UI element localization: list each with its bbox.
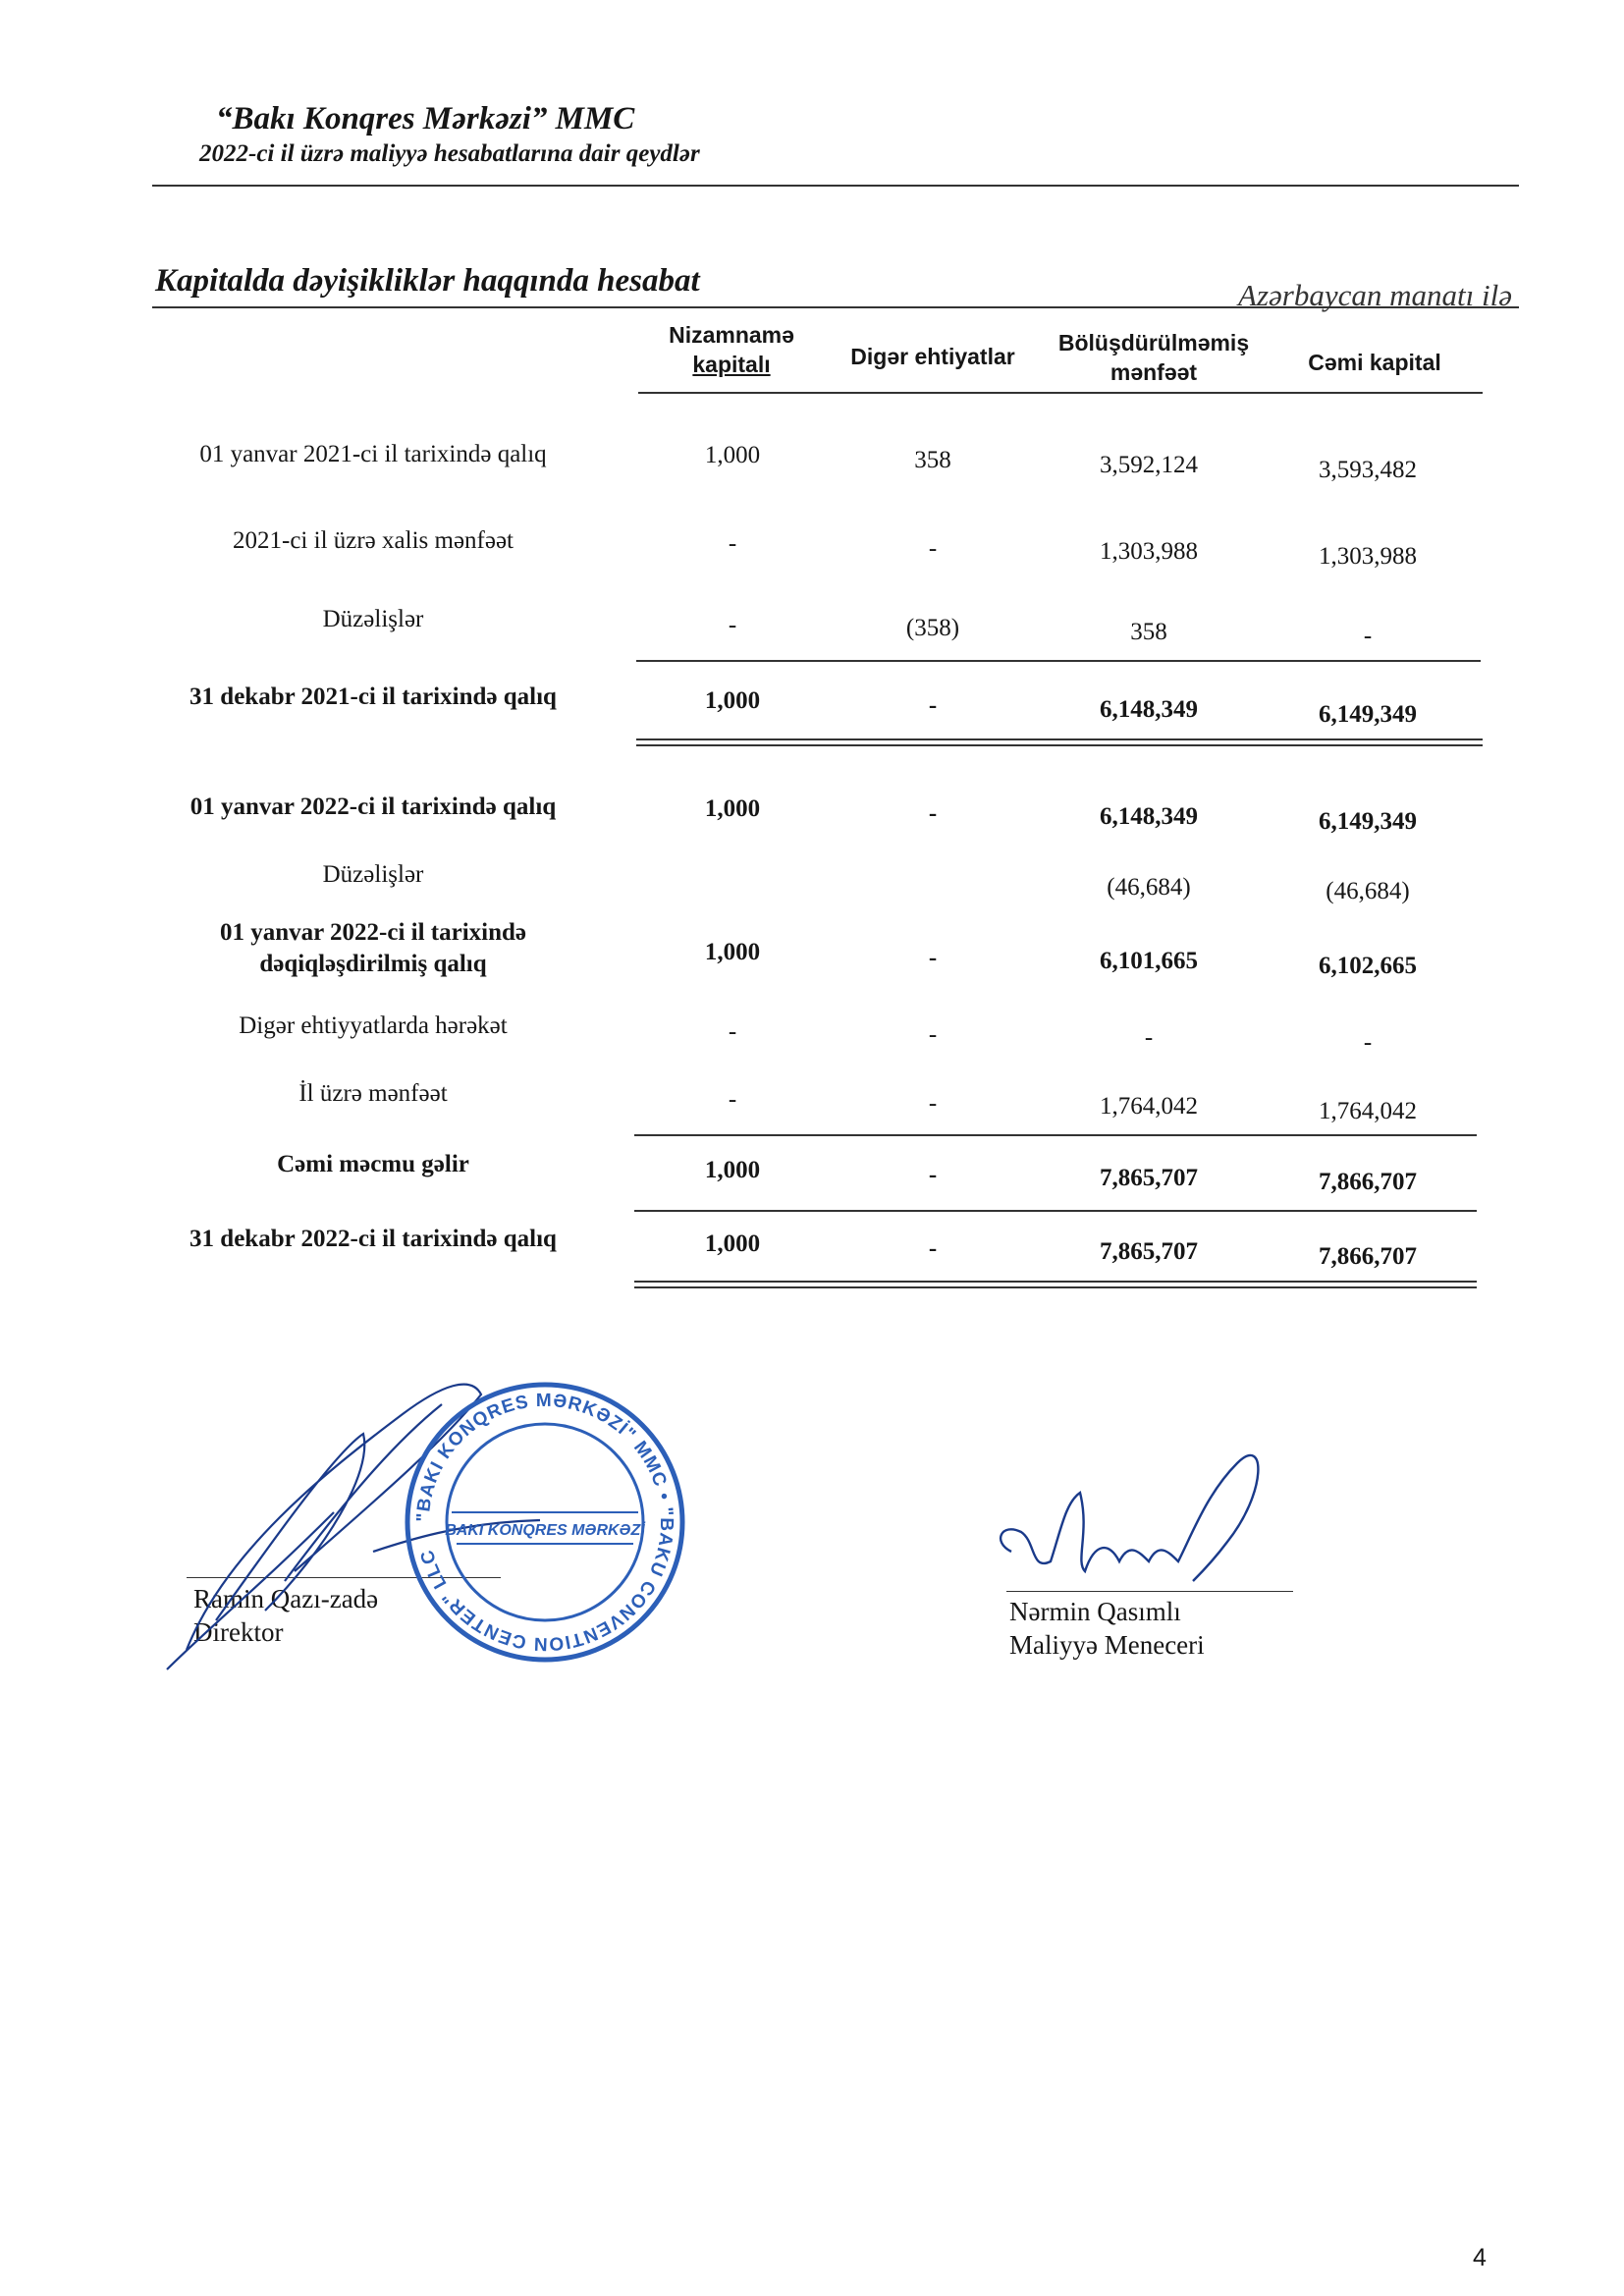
column-header-total-equity: Cəmi kapital <box>1308 350 1441 375</box>
cell: 7,866,707 <box>1319 1243 1417 1270</box>
cell: 1,764,042 <box>1319 1098 1417 1124</box>
cell: 1,000 <box>704 687 761 714</box>
total-double-line-bottom <box>636 744 1483 746</box>
cell: 7,866,707 <box>1319 1169 1417 1195</box>
row-label-adjustments-2021: Düzəlişlər <box>322 606 424 632</box>
row-label-opening-2022: 01 yanvar 2022-ci il tarixində qalıq <box>189 793 557 820</box>
cell: - <box>1363 1029 1373 1056</box>
cell: - <box>1363 623 1373 649</box>
currency-note: Azərbaycan manatı ilə <box>1238 278 1512 312</box>
page-number: 4 <box>1473 2244 1487 2271</box>
cell: - <box>728 1086 737 1113</box>
company-stamp <box>398 1375 692 1669</box>
finance-manager-name: Nərmin Qasımlı <box>1009 1597 1181 1626</box>
cell: 6,149,349 <box>1319 701 1417 728</box>
row-label-total-comprehensive-income: Cəmi məcmu gəlir <box>277 1151 469 1177</box>
cell: (46,684) <box>1107 874 1191 901</box>
cell: (46,684) <box>1326 878 1410 904</box>
row-label-other-reserves-movement: Digər ehtiyyatlarda hərəkət <box>239 1012 508 1039</box>
total-double-line-bottom <box>634 1286 1477 1288</box>
cell: 1,303,988 <box>1100 538 1198 565</box>
cell: - <box>728 530 737 557</box>
cell: 6,102,665 <box>1319 953 1417 979</box>
cell: 3,592,124 <box>1100 452 1198 478</box>
cell: 1,000 <box>704 1157 761 1183</box>
company-name: “Bakı Konqres Mərkəzi” MMC <box>216 101 635 137</box>
director-title: Direktor <box>193 1617 284 1647</box>
cell: - <box>928 535 938 562</box>
row-label-closing-2022: 31 dekabr 2022-ci il tarixində qalıq <box>189 1226 557 1252</box>
section-divider <box>152 306 1519 308</box>
cell: 358 <box>1130 619 1167 645</box>
row-label-restated-opening-2022: 01 yanvar 2022-ci il tarixində dəqiqləşdirilmiş qalıq <box>219 919 527 977</box>
cell: 3,593,482 <box>1319 457 1417 483</box>
subtotal-line <box>634 1210 1477 1212</box>
header-divider <box>152 185 1519 187</box>
subtotal-line <box>634 1134 1477 1136</box>
cell: 6,148,349 <box>1100 696 1198 723</box>
row-label-adjustments-2022: Düzəlişlər <box>322 861 424 888</box>
cell: 6,149,349 <box>1319 808 1417 835</box>
row-label-net-profit-2021: 2021-ci il üzrə xalis mənfəət <box>233 527 514 554</box>
cell: - <box>928 1090 938 1117</box>
cell: 1,000 <box>704 939 761 965</box>
column-header-other-reserves: Digər ehtiyatlar <box>850 344 1015 369</box>
section-title: Kapitalda dəyişikliklər haqqında hesabat <box>155 263 700 299</box>
subtotal-line <box>636 660 1481 662</box>
cell: 6,148,349 <box>1100 803 1198 830</box>
cell: 1,000 <box>704 442 761 468</box>
column-header-retained-earnings: Bölüşdürülməmiş mənfəət <box>1057 330 1250 385</box>
column-header-share-capital: Nizamnamə kapitalı <box>669 322 794 377</box>
cell: - <box>928 1162 938 1188</box>
cell: - <box>728 1018 737 1045</box>
row-label-profit-for-year: İl üzrə mənfəət <box>298 1080 448 1107</box>
cell: 358 <box>914 447 951 473</box>
cell: 1,000 <box>704 1230 761 1257</box>
cell: - <box>928 692 938 719</box>
finance-manager-signature <box>982 1434 1296 1601</box>
cell: - <box>928 1021 938 1048</box>
cell: - <box>728 612 737 638</box>
stamp-outer-text: "BAKI KONQRES MƏRKƏZİ" MMC • "BAKU CONVENTION CENTER" LLC <box>412 1390 677 1655</box>
total-double-line-top <box>636 738 1483 740</box>
cell: - <box>928 800 938 827</box>
row-label-opening-2021: 01 yanvar 2021-ci il tarixində qalıq <box>199 441 547 467</box>
finance-manager-title: Maliyyə Meneceri <box>1009 1630 1205 1660</box>
cell: 1,764,042 <box>1100 1093 1198 1120</box>
cell: (358) <box>905 615 960 641</box>
cell: 1,303,988 <box>1319 543 1417 570</box>
total-double-line-top <box>634 1281 1477 1283</box>
document-subtitle: 2022-ci il üzrə maliyyə hesabatlarına dair qeydlər <box>199 140 700 167</box>
stamp-inner-text: BAKI KONQRES MƏRKƏZİ <box>445 1522 645 1539</box>
row-label-closing-2021: 31 dekabr 2021-ci il tarixində qalıq <box>189 683 557 710</box>
director-name: Ramin Qazı-zadə <box>193 1584 379 1613</box>
cell: - <box>928 1235 938 1262</box>
cell: 6,101,665 <box>1100 948 1198 974</box>
cell: - <box>928 945 938 971</box>
column-header-underline <box>638 392 1483 394</box>
cell: - <box>1144 1024 1154 1051</box>
cell: 7,865,707 <box>1100 1238 1198 1265</box>
cell: 7,865,707 <box>1100 1165 1198 1191</box>
cell: 1,000 <box>704 795 761 822</box>
